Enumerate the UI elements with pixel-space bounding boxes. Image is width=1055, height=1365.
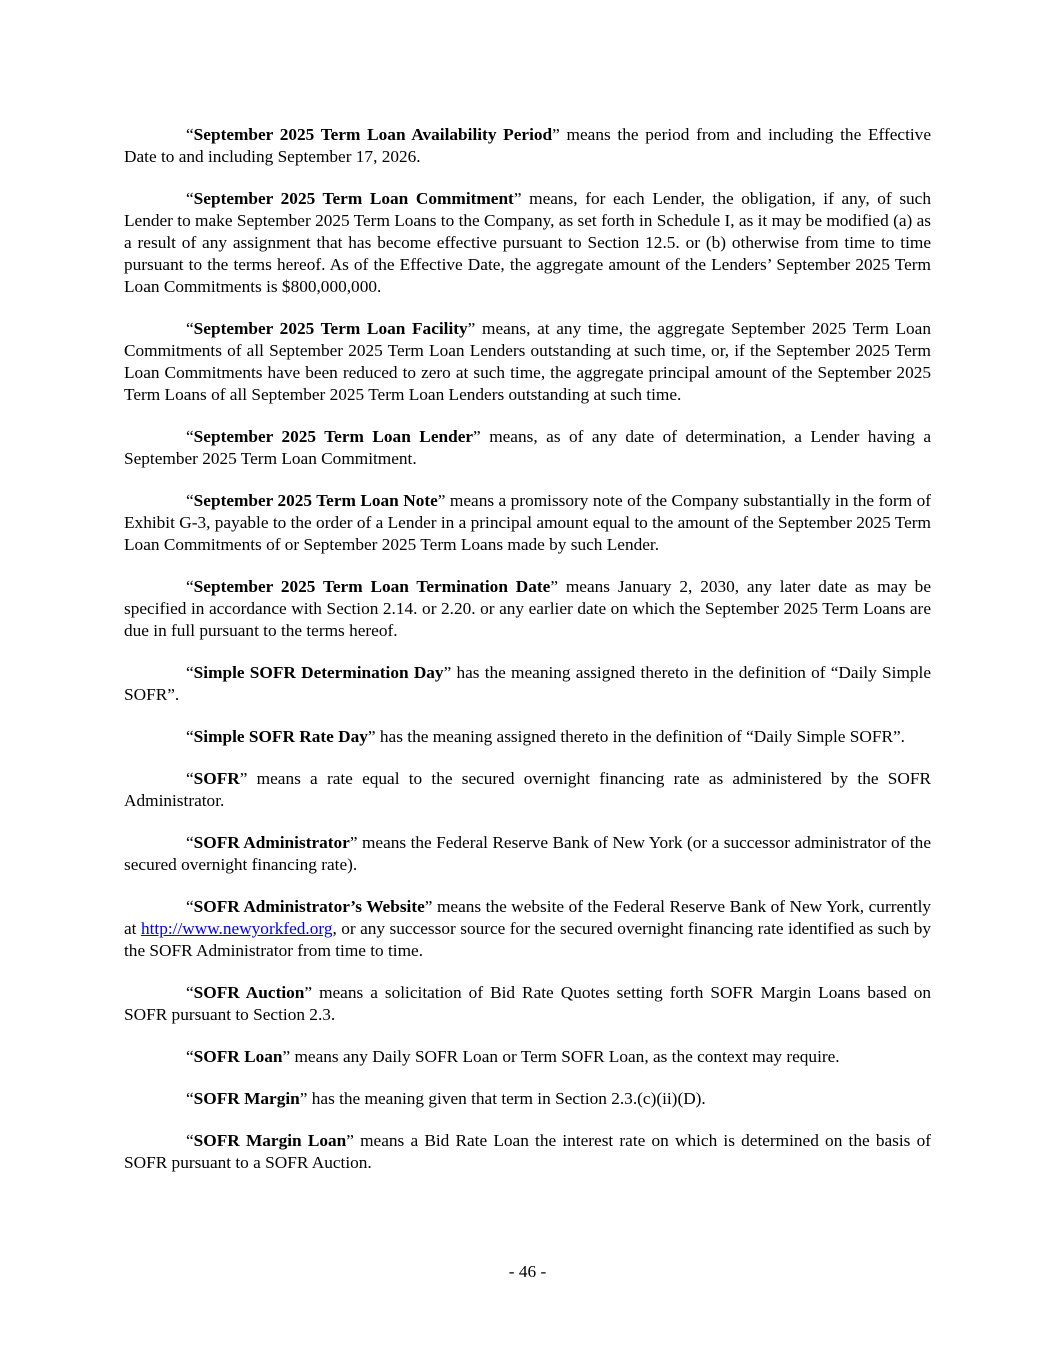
newyorkfed-link[interactable]: http://www.newyorkfed.org — [140, 919, 333, 938]
defined-term: Simple SOFR Determination Day — [193, 663, 444, 682]
definition-text: means a rate equal to the secured overnight financing rate as administered by the SOFR Administrator. — [124, 769, 931, 810]
page-number: - 46 - — [508, 1262, 547, 1281]
definition-paragraph: “SOFR Margin Loan” means a Bid Rate Loan the interest rate on which is determined on the basis of SOFR pursuant to a SOFR Auction. — [124, 1131, 931, 1172]
definition-paragraph: “SOFR Administrator’s Website” means the website of the Federal Reserve Bank of New York, currently at http://www.newyorkfed.org, or any successor source for the secured overnight financing rate identified as such by the SOFR Administrator from time to time. — [124, 897, 932, 960]
defined-term: Simple SOFR Rate Day — [193, 727, 368, 746]
defined-term: SOFR Auction — [193, 983, 305, 1002]
defined-term: September 2025 Term Loan Facility — [193, 319, 468, 338]
definition-paragraph: “SOFR Administrator” means the Federal Reserve Bank of New York (or a successor administrator of the secured overnight financing rate). — [124, 833, 931, 874]
definition-text: means, for each Lender, the obligation, if any, of such Lender to make September 2025 Term Loans to the Company, as set forth in Schedule I, as it may be modified (a) as a result of any assignment that has become effective pursuant to Section 12.5. or (b) otherwise from time to time pursuant to the terms hereof. As of the Effective Date, the aggregate amount of the Lenders’ September 2025 Term Loan Commitments is $800,000,000. — [124, 189, 931, 296]
definition-text: has the meaning assigned thereto in the definition of “Daily Simple SOFR”. — [375, 727, 905, 746]
definition-paragraph: “SOFR Auction” means a solicitation of Bid Rate Quotes setting forth SOFR Margin Loans based on SOFR pursuant to Section 2.3. — [124, 983, 931, 1024]
defined-term: SOFR Margin Loan — [193, 1131, 347, 1150]
definition-text: means, at any time, the aggregate September 2025 Term Loan Commitments of all September 2025 Term Loan Lenders outstanding at such time, or, if the September 2025 Term Loan Commitments have been reduced to zero at such time, the aggregate principal amount of the September 2025 Term Loans of all September 2025 Term Loan Lenders outstanding at such time. — [124, 319, 931, 404]
definition-paragraph: “September 2025 Term Loan Commitment” means, for each Lender, the obligation, if any, of such Lender to make September 2025 Term Loans to the Company, as set forth in Schedule I, as it may be modified (a) as a result of any assignment that has become effective pursuant to Section 12.5. or (b) otherwise from time to time pursuant to the terms hereof. As of the Effective Date, the aggregate amount of the Lenders’ September 2025 Term Loan Commitments is $800,000,000. — [124, 189, 931, 296]
definition-paragraph: “September 2025 Term Loan Note” means a promissory note of the Company substantially in the form of Exhibit G-3, payable to the order of a Lender in a principal amount equal to the amount of the September 2025 Term Loan Commitments of or September 2025 Term Loans made by such Lender. — [124, 491, 931, 554]
definition-text: means a Bid Rate Loan the interest rate on which is determined on the basis of SOFR pursuant to a SOFR Auction. — [124, 1131, 931, 1172]
definition-paragraph: “September 2025 Term Loan Facility” means, at any time, the aggregate September 2025 Term Loan Commitments of all September 2025 Term Loan Lenders outstanding at such time, or, if the September 2025 Term Loan Commitments have been reduced to zero at such time, the aggregate principal amount of the September 2025 Term Loans of all September 2025 Term Loan Lenders outstanding at such time. — [124, 319, 931, 404]
definition-text: means any Daily SOFR Loan or Term SOFR Loan, as the context may require. — [290, 1047, 840, 1066]
defined-term: SOFR — [193, 769, 240, 788]
definition-paragraph: “Simple SOFR Determination Day” has the meaning assigned thereto in the definition of “Daily Simple SOFR”. — [124, 663, 931, 704]
defined-term: September 2025 Term Loan Availability Period — [193, 125, 553, 144]
defined-term: SOFR Administrator — [193, 833, 350, 852]
definition-paragraph: “SOFR Margin” has the meaning given that term in Section 2.3.(c)(ii)(D). — [186, 1089, 706, 1108]
definition-text: has the meaning given that term in Section 2.3.(c)(ii)(D). — [307, 1089, 706, 1108]
defined-term: September 2025 Term Loan Commitment — [193, 189, 514, 208]
defined-term: September 2025 Term Loan Note — [193, 491, 438, 510]
definition-text: means the website of the Federal Reserve Bank of New York, currently at — [124, 897, 932, 938]
definition-text: , or any successor source for the secured overnight financing rate identified as such by the SOFR Administrator from time to time. — [124, 919, 931, 960]
definition-paragraph: “September 2025 Term Loan Lender” means, as of any date of determination, a Lender having a September 2025 Term Loan Commitment. — [124, 427, 931, 468]
definition-text: means the Federal Reserve Bank of New York (or a successor administrator of the secured overnight financing rate). — [124, 833, 931, 874]
defined-term: SOFR Loan — [193, 1047, 283, 1066]
definition-paragraph: “SOFR Loan” means any Daily SOFR Loan or Term SOFR Loan, as the context may require. — [186, 1047, 840, 1066]
definition-paragraph: “Simple SOFR Rate Day” has the meaning assigned thereto in the definition of “Daily Simple SOFR”. — [186, 727, 905, 746]
definition-text: means the period from and including the Effective Date to and including September 17, 2026. — [124, 125, 931, 166]
definition-paragraph: “SOFR” means a rate equal to the secured overnight financing rate as administered by the SOFR Administrator. — [124, 769, 931, 810]
definition-paragraph: “September 2025 Term Loan Termination Date” means January 2, 2030, any later date as may be specified in accordance with Section 2.14. or 2.20. or any earlier date on which the September 2025 Term Loans are due in full pursuant to the terms hereof. — [124, 577, 931, 640]
definition-text: means a promissory note of the Company substantially in the form of Exhibit G-3, payable to the order of a Lender in a principal amount equal to the amount of the September 2025 Term Loan Commitments of or September 2025 Term Loans made by such Lender. — [124, 491, 931, 554]
document-page — [124, 124, 931, 1194]
definition-text: means, as of any date of determination, a Lender having a September 2025 Term Loan Commitment. — [124, 427, 931, 468]
defined-term: SOFR Administrator’s Website — [193, 897, 425, 916]
defined-term: September 2025 Term Loan Termination Date — [193, 577, 551, 596]
defined-term: September 2025 Term Loan Lender — [193, 427, 474, 446]
definition-text: has the meaning assigned thereto in the definition of “Daily Simple SOFR”. — [124, 663, 931, 704]
definition-text: means a solicitation of Bid Rate Quotes setting forth SOFR Margin Loans based on SOFR pursuant to Section 2.3. — [124, 983, 931, 1024]
defined-term: SOFR Margin — [193, 1089, 300, 1108]
definition-paragraph: “September 2025 Term Loan Availability Period” means the period from and including the Effective Date to and including September 17, 2026. — [124, 125, 931, 166]
definition-text: means January 2, 2030, any later date as may be specified in accordance with Section 2.14. or 2.20. or any earlier date on which the September 2025 Term Loans are due in full pursuant to the terms hereof. — [124, 577, 931, 640]
